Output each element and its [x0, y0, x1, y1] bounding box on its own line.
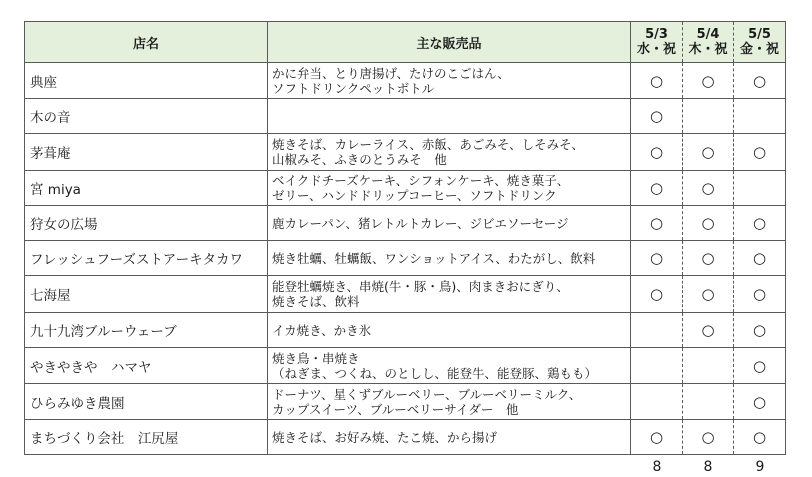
products-cell [268, 63, 631, 99]
products-line: （ねぎま、つくね、のとしし、能登牛、能登豚、鶏もも） [272, 365, 598, 381]
availability-mark [631, 384, 683, 420]
availability-mark [631, 348, 683, 384]
availability-mark: ○ [683, 63, 734, 99]
total-5-5: 9 [755, 459, 765, 475]
store-name-cell: やきやきや ハマヤ [25, 348, 268, 384]
availability-mark: ○ [683, 241, 734, 276]
products-header: 主な販売品 [268, 22, 631, 63]
availability-mark: ○ [631, 241, 683, 276]
table-row [25, 420, 786, 455]
products-line: カップスイーツ、ブルーベリーサイダー 他 [272, 401, 519, 417]
store-name-cell: 狩女の広場 [25, 206, 268, 241]
availability-mark: ○ [683, 420, 734, 455]
products-cell [268, 171, 631, 206]
day-header-5-5 [734, 22, 786, 63]
availability-mark: ○ [683, 276, 734, 313]
availability-mark: ○ [631, 206, 683, 241]
products-cell [268, 206, 631, 241]
products-cell [268, 241, 631, 276]
day-weekday: 水・祝 [636, 42, 676, 57]
availability-mark [683, 384, 734, 420]
day-date: 5/4 [696, 27, 720, 42]
availability-mark: ○ [734, 348, 786, 384]
day-date: 5/5 [748, 27, 771, 42]
day-date: 5/3 [645, 27, 668, 42]
products-line: 焼き牡蠣、牡蠣飯、ワンショットアイス、わたがし、飲料 [272, 250, 596, 266]
day-weekday: 金・祝 [739, 42, 779, 57]
products-line: 焼きそば、飲料 [272, 294, 360, 309]
availability-mark [734, 99, 786, 134]
availability-mark: ○ [734, 313, 786, 348]
store-name-cell: 七海屋 [25, 276, 268, 313]
day-header-5-3 [631, 22, 683, 63]
store-name-header: 店名 [25, 22, 268, 63]
store-name-cell: ひらみゆき農園 [25, 384, 268, 420]
availability-mark: ○ [734, 420, 786, 455]
products-line: イカ焼き、かき氷 [272, 322, 372, 338]
products-line: ベイクドチーズケーキ、シフォンケーキ、焼き菓子、 [272, 173, 570, 188]
availability-mark: ○ [734, 134, 786, 171]
products-cell [268, 313, 631, 348]
table-row [25, 171, 786, 206]
availability-mark: ○ [734, 241, 786, 276]
vendor-schedule-table [24, 21, 786, 455]
products-line: 焼き鳥・串焼き [272, 350, 360, 366]
products-cell [268, 384, 631, 420]
store-name-cell: 九十九湾ブルーウェーブ [25, 313, 268, 348]
products-cell [268, 420, 631, 455]
availability-mark [631, 313, 683, 348]
products-line: 山椒みそ、ふきのとうみそ 他 [272, 152, 447, 167]
availability-mark: ○ [683, 171, 734, 206]
store-name-cell: 茅葺庵 [25, 134, 268, 171]
products-line: ソフトドリンクペットボトル [272, 80, 435, 96]
table-row [25, 276, 786, 313]
products-cell [268, 276, 631, 313]
products-line: ドーナツ、星くずブルーベリー、ブルーベリーミルク、 [272, 386, 582, 402]
total-5-3: 8 [652, 459, 662, 475]
availability-mark: ○ [683, 134, 734, 171]
products-line: 焼きそば、カレーライス、赤飯、あごみそ、しそみそ、 [272, 137, 584, 152]
availability-mark: ○ [734, 384, 786, 420]
day-weekday: 木・祝 [688, 42, 728, 57]
products-line: かに弁当、とり唐揚げ、たけのこごはん、 [272, 65, 510, 81]
table-row [25, 384, 786, 420]
store-name-cell: 典座 [25, 63, 268, 99]
products-line: 焼きそば、お好み焼、たこ焼、から揚げ [272, 429, 498, 445]
products-cell [268, 99, 631, 134]
availability-mark [734, 171, 786, 206]
products-line: ゼリー、ハンドドリップコーヒー、ソフトドリンク [272, 188, 557, 203]
store-name-cell: まちづくり会社 江尻屋 [25, 420, 268, 455]
store-name-cell: 木の音 [25, 99, 268, 134]
header-row [25, 22, 786, 63]
availability-mark: ○ [631, 171, 683, 206]
table-row [25, 63, 786, 99]
table-row [25, 206, 786, 241]
table-row [25, 241, 786, 276]
availability-mark: ○ [683, 206, 734, 241]
availability-mark: ○ [631, 99, 683, 134]
table-row [25, 99, 786, 134]
availability-mark: ○ [734, 63, 786, 99]
availability-mark: ○ [631, 420, 683, 455]
products-cell [268, 134, 631, 171]
store-name-cell: 宮 miya [25, 171, 268, 206]
total-5-4: 8 [703, 459, 713, 475]
availability-mark [683, 348, 734, 384]
availability-mark [683, 99, 734, 134]
availability-mark: ○ [631, 134, 683, 171]
table-row [25, 348, 786, 384]
availability-mark: ○ [734, 206, 786, 241]
table-row [25, 134, 786, 171]
availability-mark: ○ [734, 276, 786, 313]
products-line: 鹿カレーパン、猪レトルトカレー、ジビエソーセージ [272, 215, 569, 231]
availability-mark: ○ [683, 313, 734, 348]
products-cell [268, 348, 631, 384]
day-header-5-4 [683, 22, 734, 63]
availability-mark: ○ [631, 63, 683, 99]
table-row [25, 313, 786, 348]
products-line: 能登牡蠣焼き、串焼(牛・豚・鳥)、肉まきおにぎり、 [272, 279, 569, 294]
store-name-cell: フレッシュフーズストアーキタカワ [25, 241, 268, 276]
availability-mark: ○ [631, 276, 683, 313]
